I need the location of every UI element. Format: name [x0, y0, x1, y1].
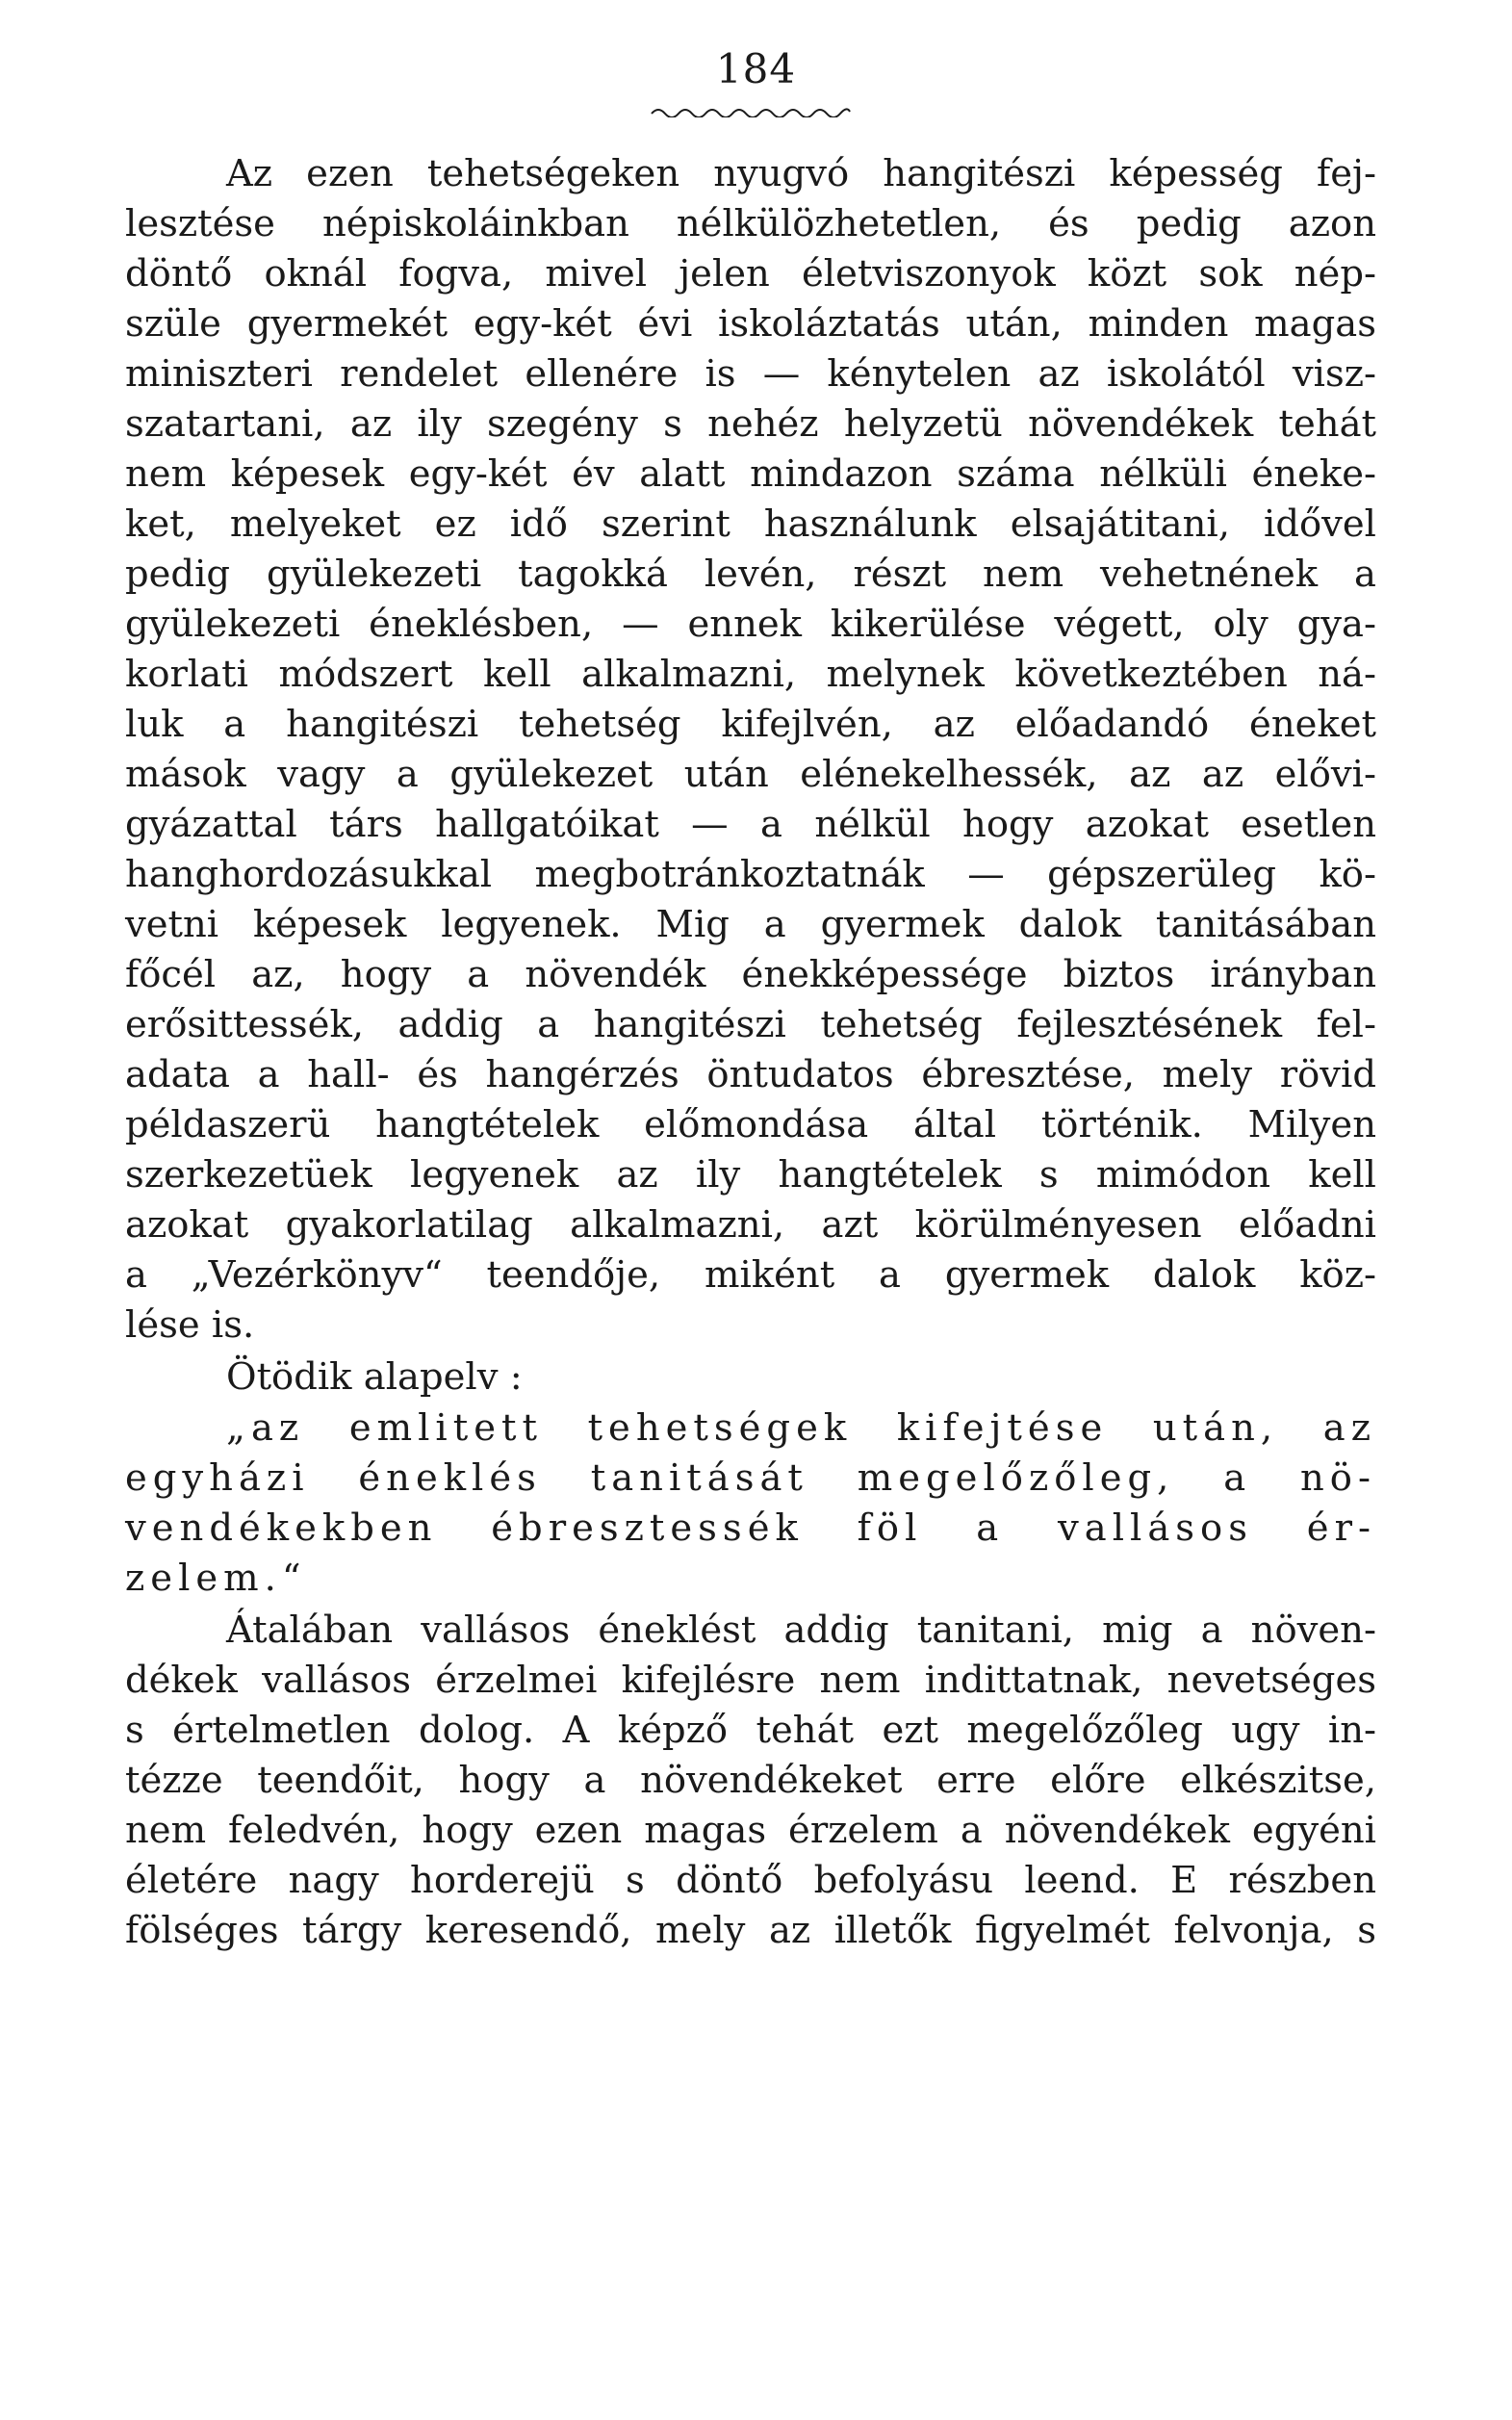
text-line: életére nagy horderejü s döntő befolyásu leend. E részben — [125, 1859, 1376, 1902]
principle-line: egyházi éneklés tanitását megelőzőleg, a nö- — [125, 1456, 1376, 1500]
text-line: luk a hangitészi tehetség kifejlvén, az előadandó éneket — [125, 703, 1376, 746]
text-line: szatartani, az ily szegény s nehéz helyzetü növendékek tehát — [125, 402, 1376, 446]
text-line: lesztése népiskoláinkban nélkülözhetetlen, és pedig azon — [125, 202, 1376, 245]
text-line: korlati módszert kell alkalmazni, melynek következtében ná- — [125, 653, 1376, 696]
principle-line: „az emlitett tehetségek kifejtése után, az — [226, 1406, 1376, 1450]
text-line: példaszerü hangtételek előmondása által történik. Milyen — [125, 1103, 1376, 1146]
text-line: főcél az, hogy a növendék énekképessége biztos irányban — [125, 953, 1376, 996]
text-line: szerkezetüek legyenek az ily hangtételek s mimódon kell — [125, 1153, 1376, 1197]
text-line: gyülekezeti éneklésben, — ennek kikerülése végett, oly gya- — [125, 603, 1376, 646]
text-line: fölséges tárgy keresendő, mely az illetők figyelmét felvonja, s — [125, 1909, 1376, 1952]
text-line: Átalában vallásos éneklést addig tanitani, mig a növen- — [226, 1609, 1376, 1652]
text-line: szüle gyermekét egy-két évi iskoláztatás után, minden magas — [125, 302, 1376, 346]
text-line: pedig gyülekezeti tagokká levén, részt nem vehetnének a — [125, 553, 1376, 596]
text-line: a „Vezérkönyv“ teendője, miként a gyermek dalok köz- — [125, 1253, 1376, 1297]
text-line: tézze teendőit, hogy a növendékeket erre előre elkészitse, — [125, 1759, 1376, 1802]
text-line: mások vagy a gyülekezet után elénekelhessék, az az elővi- — [125, 753, 1376, 796]
text-line: azokat gyakorlatilag alkalmazni, azt körülményesen előadni — [125, 1203, 1376, 1247]
text-line: vetni képesek legyenek. Mig a gyermek dalok tanitásában — [125, 903, 1376, 946]
text-line: Az ezen tehetségeken nyugvó hangitészi képesség fej- — [226, 152, 1376, 195]
text-line: hanghordozásukkal megbotránkoztatnák — gépszerüleg kö- — [125, 853, 1376, 896]
principle-line: vendékekben ébresztessék föl a vallásos ér- — [125, 1506, 1376, 1550]
text-line: ket, melyeket ez idő szerint használunk elsajátitani, idővel — [125, 502, 1376, 546]
section-heading: Ötödik alapelv : — [226, 1355, 523, 1399]
text-line: lése is. — [125, 1303, 255, 1347]
text-line: miniszteri rendelet ellenére is — kénytelen az iskolától visz- — [125, 352, 1376, 396]
text-line: s értelmetlen dolog. A képző tehát ezt megelőzőleg ugy in- — [125, 1709, 1376, 1752]
text-line: dékek vallásos érzelmei kifejlésre nem indittatnak, nevetséges — [125, 1659, 1376, 1702]
text-line: adata a hall- és hangérzés öntudatos ébresztése, mely rövid — [125, 1053, 1376, 1096]
text-line: erősittessék, addig a hangitészi tehetség fejlesztésének fel- — [125, 1003, 1376, 1046]
text-line: nem képesek egy-két év alatt mindazon száma nélküli éneke- — [125, 452, 1376, 496]
page-number: 184 — [715, 45, 797, 92]
text-line: nem feledvén, hogy ezen magas érzelem a növendékek egyéni — [125, 1809, 1376, 1852]
principle-line: zelem.“ — [125, 1557, 307, 1600]
wavy-ornament — [650, 104, 852, 117]
text-line: döntő oknál fogva, mivel jelen életviszonyok közt sok nép- — [125, 252, 1376, 296]
text-line: gyázattal társ hallgatóikat — a nélkül hogy azokat esetlen — [125, 803, 1376, 846]
